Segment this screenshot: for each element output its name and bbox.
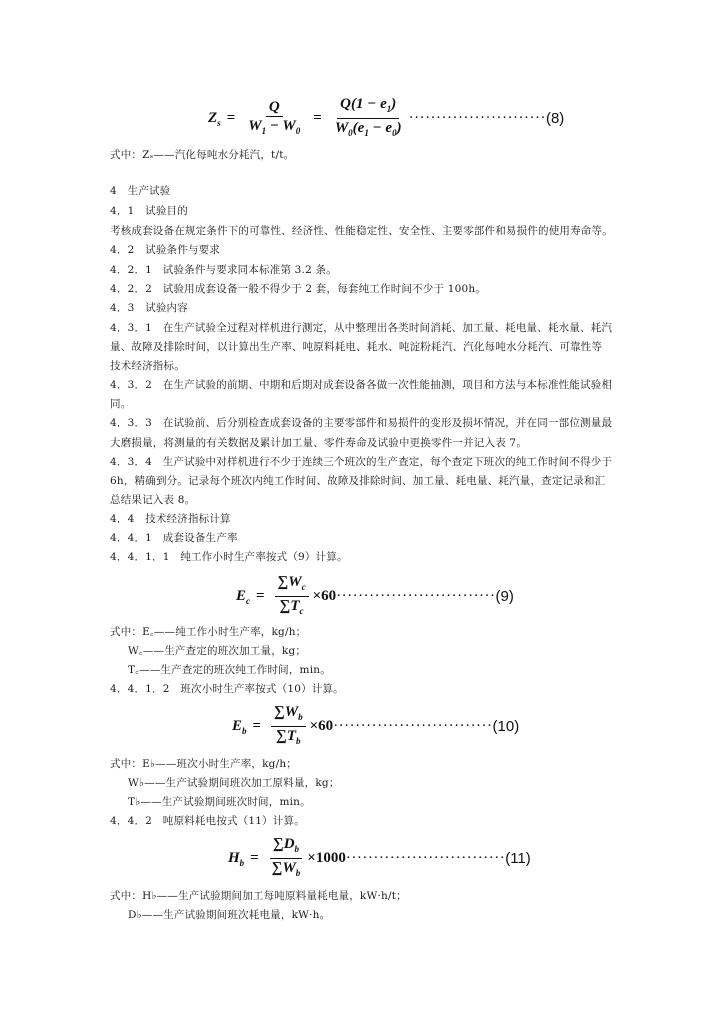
- eq11-fraction: $\frac{\sum D_b}{\sum W_b}$: [271, 836, 301, 878]
- section-4-3-4-line-1: 4．3．4 生产试验中对样机进行不少于连续三个班次的生产查定，每个查定下班次的纯工作时间不得少于: [110, 456, 613, 468]
- eq10-definition-2: W♭——生产试验期间班次加工原料量，kg；: [128, 777, 340, 789]
- section-4-1-text: 考核成套设备在规定条件下的可靠性、经济性、性能稳定性、安全性、主要零部件和易损件的使用寿命等。: [110, 225, 613, 237]
- eq9-lhs: $E_c$: [236, 587, 251, 606]
- eq9-definition-1: 式中：E꜀——纯工作小时生产率，kg/h；: [110, 626, 307, 638]
- section-4-3-1-line-3: 技术经济指标。: [110, 360, 185, 372]
- section-4-3-1-line-1: 4．3．1 在生产试验全过程对样机进行测定，从中整理出各类时间消耗、加工量、耗电量、耗水量、耗汽: [110, 322, 613, 334]
- eq9-leader-dots: ·····························: [336, 588, 496, 604]
- section-4-2-heading: 4．2 试验条件与要求: [110, 244, 221, 256]
- section-4-3-1-line-2: 量、故障及排除时间，以计算出生产率、吨原料耗电、耗水、吨淀粉耗汽、汽化每吨水分耗汽、可靠性等: [110, 341, 603, 353]
- equation-10: $E_b$ = $\frac{\sum W_b}{\sum T_b}$ ×60 ····························· (10): [232, 704, 519, 749]
- section-4-4-heading: 4．4 技术经济指标计算: [110, 513, 231, 525]
- section-4-3-2-line-1: 4．3．2 在生产试验的前期、中期和后期对成套设备各做一次性能抽测，项目和方法与本标准性能试验相: [110, 379, 613, 391]
- equation-8: $Z_s$ = $\frac{Q}{W_1 - W_0}$ = $\frac{Q(1 - e_1)}{W_0(e_1 - e_0)}$ ························· (8): [208, 96, 564, 141]
- section-4-1-heading: 4．1 试验目的: [110, 205, 188, 217]
- eq9-definition-3: T꜀——生产查定的班次纯工作时间，min。: [128, 664, 331, 676]
- eq11-definition-2: D♭——生产试验期间班次耗电量，kW·h。: [128, 909, 331, 921]
- section-4-2-2: 4．2．2 试验用成套设备一般不得少于 2 套，每套纯工作时间不少于 100h。: [110, 283, 487, 295]
- section-4-heading: 4 生产试验: [110, 185, 171, 197]
- eq10-definition-3: T♭——生产试验期间班次时间，min。: [128, 796, 311, 808]
- section-4-4-1-1: 4．4．1．1 纯工作小时生产率按式（9）计算。: [110, 551, 348, 563]
- eq11-number: (11): [505, 850, 531, 867]
- section-4-3-3-line-1: 4．3．3 在试验前、后分别检查成套设备的主要零部件和易损件的变形及损坏情况，并在同一部位测量最: [110, 417, 613, 429]
- eq9-definition-2: W꜀——生产查定的班次加工量，kg；: [128, 645, 307, 657]
- equation-9: $E_c$ = $\frac{\sum W_c}{\sum T_c}$ ×60 ····························· (9): [236, 574, 514, 619]
- eq11-definition-1: 式中：H♭——生产试验期间加工每吨原料量耗电量，kW·h/t；: [110, 890, 407, 902]
- eq11-lhs: $H_b$: [228, 849, 245, 868]
- section-4-3-4-line-2: 6h，精确到分。记录每个班次内纯工作时间、故障及排除时间、加工量、耗电量、耗汽量，查定记录和汇: [110, 475, 606, 487]
- eq8-fraction-1: $\frac{Q}{W_1 - W_0}$: [248, 98, 301, 136]
- eq8-number: (8): [545, 110, 565, 127]
- section-4-3-2-line-2: 同。: [110, 398, 132, 410]
- eq10-lhs: $E_b$: [232, 717, 247, 736]
- eq10-fraction: $\frac{\sum W_b}{\sum T_b}$: [271, 704, 306, 749]
- section-4-4-1-heading: 4．4．1 成套设备生产率: [110, 532, 238, 544]
- section-4-2-1: 4．2．1 试验条件与要求同本标准第 3.2 条。: [110, 264, 337, 276]
- eq8-lhs: $Z_s$: [208, 109, 221, 128]
- equation-11: $H_b$ = $\frac{\sum D_b}{\sum W_b}$ ×1000 ····························· (11): [228, 836, 531, 881]
- eq10-definition-1: 式中：E♭——班次小时生产率，kg/h；: [110, 758, 298, 770]
- eq9-fraction: $\frac{\sum W_c}{\sum T_c}$: [275, 574, 309, 619]
- eq8-definition: 式中：Zₛ——汽化每吨水分耗汽，t/t。: [110, 149, 295, 161]
- eq10-leader-dots: ·····························: [333, 718, 493, 734]
- section-4-4-2: 4．4．2 吨原料耗电按式（11）计算。: [110, 815, 305, 827]
- eq8-leader-dots: ·························: [408, 110, 546, 126]
- eq9-number: (9): [495, 588, 514, 605]
- section-4-3-4-line-3: 总结果记入表 8。: [110, 494, 196, 506]
- eq10-number: (10): [492, 718, 520, 735]
- eq11-leader-dots: ·····························: [345, 850, 506, 866]
- section-4-3-heading: 4．3 试验内容: [110, 302, 188, 314]
- section-4-4-1-2: 4．4．1．2 班次小时生产率按式（10）计算。: [110, 683, 344, 695]
- eq8-fraction-2: $\frac{Q(1 - e_1)}{W_0(e_1 - e_0)}$: [334, 96, 402, 138]
- section-4-3-3-line-2: 大磨损量，将测量的有关数据及累计加工量、零件寿命及试验中更换零件一并记入表 7。: [110, 437, 528, 449]
